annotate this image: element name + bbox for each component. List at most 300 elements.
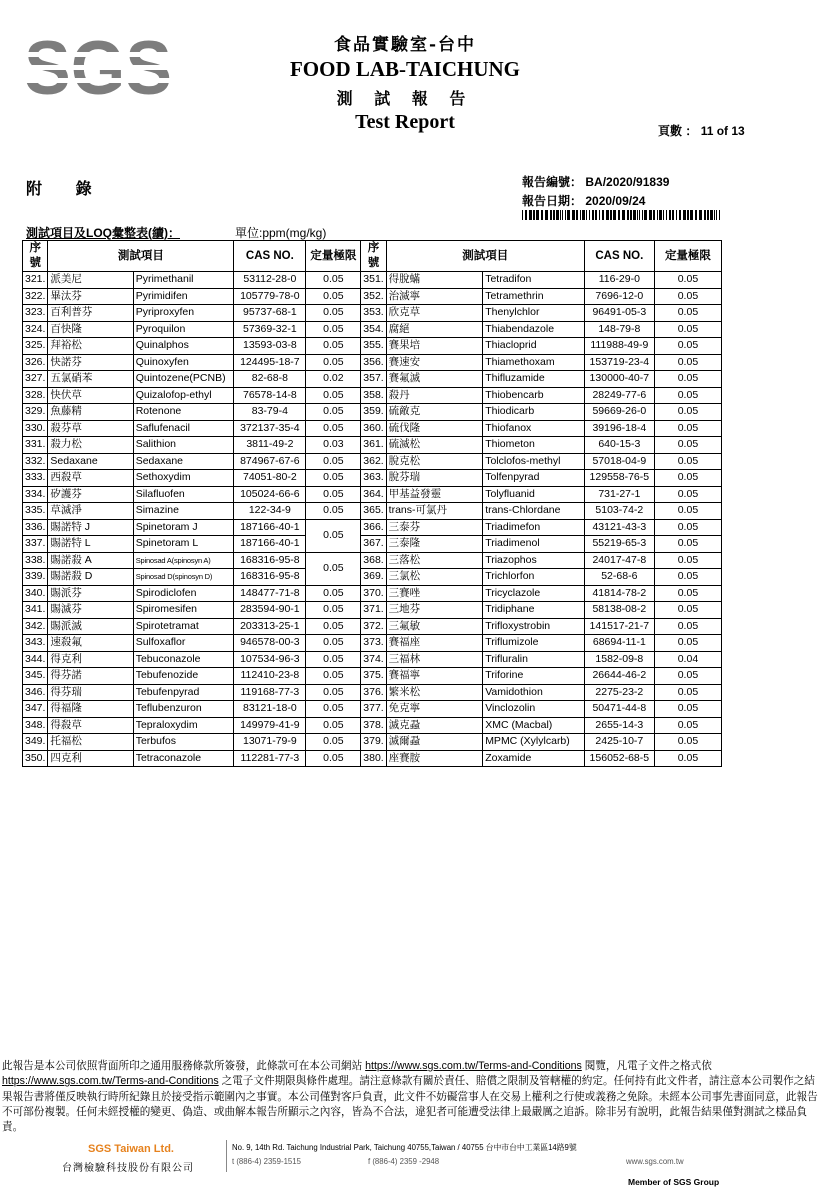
cas-number: 13071-79-9 <box>234 734 306 751</box>
cas-number: 83121-18-0 <box>234 701 306 718</box>
table-row <box>23 684 722 701</box>
item-name-zh: 派美尼 <box>48 272 133 289</box>
terms-link[interactable]: https://www.sgs.com.tw/Terms-and-Conditions <box>2 1075 219 1088</box>
loq-value: 0.05 <box>306 354 361 371</box>
cas-number: 130000-40-7 <box>584 371 654 388</box>
loq-value: 0.05 <box>654 272 721 289</box>
barcode-bar <box>695 210 697 220</box>
row-number: 339. <box>23 569 48 586</box>
loq-value: 0.03 <box>306 437 361 454</box>
item-name-en: Trifloxystrobin <box>483 618 585 635</box>
item-name-en: Tolfenpyrad <box>483 470 585 487</box>
row-number: 364. <box>361 486 386 503</box>
cas-number: 52-68-6 <box>584 569 654 586</box>
table-row <box>23 734 722 751</box>
barcode-bar <box>642 210 643 220</box>
row-number: 346. <box>23 684 48 701</box>
table-row <box>23 387 722 404</box>
row-number: 369. <box>361 569 386 586</box>
cas-number: 122-34-9 <box>234 503 306 520</box>
cas-number: 148477-71-8 <box>234 585 306 602</box>
row-number: 324. <box>23 321 48 338</box>
loq-value: 0.05 <box>654 503 721 520</box>
item-name-zh: 賜諾特 L <box>48 536 133 553</box>
item-name-zh: 三氟敏 <box>386 618 483 635</box>
cas-number: 39196-18-4 <box>584 420 654 437</box>
table-row <box>23 371 722 388</box>
company-website[interactable]: www.sgs.com.tw <box>626 1157 684 1166</box>
item-name-en: Simazine <box>133 503 234 520</box>
cas-number: 13593-03-8 <box>234 338 306 355</box>
sgs-logo <box>22 30 174 102</box>
barcode-bar <box>630 210 632 220</box>
footer-divider <box>226 1140 227 1172</box>
table-row <box>23 437 722 454</box>
item-name-en: Quinoxyfen <box>133 354 234 371</box>
table-row <box>23 321 722 338</box>
loq-value: 0.05 <box>306 618 361 635</box>
barcode-bar <box>719 210 720 220</box>
cas-number: 141517-21-7 <box>584 618 654 635</box>
item-name-zh: 三福林 <box>386 651 483 668</box>
row-number: 380. <box>361 750 386 767</box>
barcode-bar <box>576 210 578 220</box>
barcode-bar <box>562 210 563 220</box>
loq-value: 0.05 <box>306 519 361 552</box>
item-name-en: Tolclofos-methyl <box>483 453 585 470</box>
barcode-bar <box>663 210 664 220</box>
item-name-en: Spirodiclofen <box>133 585 234 602</box>
row-number: 358. <box>361 387 386 404</box>
table-row <box>23 470 722 487</box>
barcode-bar <box>541 210 543 220</box>
item-name-en: Pyrimethanil <box>133 272 234 289</box>
loq-value: 0.05 <box>654 717 721 734</box>
cas-number: 43121-43-3 <box>584 519 654 536</box>
item-name-en: Pyriproxyfen <box>133 305 234 322</box>
item-name-en: Spinetoram J <box>133 519 234 536</box>
item-name-en: Tebuconazole <box>133 651 234 668</box>
row-number: 371. <box>361 602 386 619</box>
cas-number: 50471-44-8 <box>584 701 654 718</box>
barcode-bar <box>525 210 527 220</box>
cas-number: 731-27-1 <box>584 486 654 503</box>
row-number: 355. <box>361 338 386 355</box>
table-row <box>23 717 722 734</box>
barcode-bar <box>592 210 594 220</box>
item-name-zh: 草滅淨 <box>48 503 133 520</box>
item-name-zh: 硫伐隆 <box>386 420 483 437</box>
table-row <box>23 701 722 718</box>
table-row <box>23 453 722 470</box>
item-name-zh: 得福隆 <box>48 701 133 718</box>
row-number: 367. <box>361 536 386 553</box>
barcode-bar <box>704 210 706 220</box>
loq-value: 0.05 <box>306 651 361 668</box>
loq-value: 0.05 <box>306 635 361 652</box>
item-name-zh: 五氯硝苯 <box>48 371 133 388</box>
item-name-zh: 得克利 <box>48 651 133 668</box>
header-cas: CAS NO. <box>584 241 654 272</box>
cas-number: 874967-67-6 <box>234 453 306 470</box>
loq-value: 0.05 <box>306 668 361 685</box>
report-number: 報告編號： BA/2020/91839 <box>522 175 670 189</box>
cas-number: 41814-78-2 <box>584 585 654 602</box>
barcode-bar <box>618 210 620 220</box>
company-name-zh: 台灣檢驗科技股份有限公司 <box>62 1163 194 1174</box>
item-name-zh: 殺丹 <box>386 387 483 404</box>
row-number: 335. <box>23 503 48 520</box>
barcode-bar <box>716 210 717 220</box>
table-row <box>23 305 722 322</box>
row-number: 328. <box>23 387 48 404</box>
item-name-en: MPMC (Xylylcarb) <box>483 734 585 751</box>
item-name-en: Pyrimidifen <box>133 288 234 305</box>
table-row <box>23 420 722 437</box>
row-number: 352. <box>361 288 386 305</box>
item-name-en: Triforine <box>483 668 585 685</box>
cas-number: 111988-49-9 <box>584 338 654 355</box>
loq-value: 0.05 <box>306 552 361 585</box>
barcode-bar <box>644 210 647 220</box>
item-name-en: Quintozene(PCNB) <box>133 371 234 388</box>
row-number: 376. <box>361 684 386 701</box>
loq-value: 0.05 <box>306 470 361 487</box>
loq-value: 0.05 <box>654 536 721 553</box>
item-name-zh: 速殺氟 <box>48 635 133 652</box>
row-number: 359. <box>361 404 386 421</box>
row-number: 347. <box>23 701 48 718</box>
cas-number: 95737-68-1 <box>234 305 306 322</box>
cas-number: 105779-78-0 <box>234 288 306 305</box>
row-number: 370. <box>361 585 386 602</box>
row-number: 342. <box>23 618 48 635</box>
loq-value: 0.05 <box>306 288 361 305</box>
loq-value: 0.05 <box>306 338 361 355</box>
row-number: 341. <box>23 602 48 619</box>
row-number: 357. <box>361 371 386 388</box>
item-name-en: Sedaxane <box>133 453 234 470</box>
cas-number: 187166-40-1 <box>234 519 306 536</box>
item-name-en: Trichlorfon <box>483 569 585 586</box>
loq-value: 0.05 <box>654 470 721 487</box>
loq-value: 0.05 <box>654 585 721 602</box>
disclaimer-text: 此報告是本公司依照背面所印之通用服務條款所簽發，此條款可在本公司網站 https://www.sgs.com.tw/Terms-and-Conditions 閱覽，凡電子文件之格式依 https://www.sgs.com.tw/Terms-and-Conditions 之電子文件期限與條件處理。請注意條款有關於責任、賠償之限制及管轄權的約定。任何持有此文件者，請注意本公司製作之結果報告書將僅反映執行時所紀錄且於接受指示範圍內之事實。本公司僅對客戶負責，此文件不妨礙當事人在交易上權利之行使或義務之免除。未經本公司事先書面同意，此報告不可部份複製。任何未經授權的變更、偽造、或曲解本報告所顯示之內容，皆為不合法，違犯者可能遭受法律上最嚴厲之追訴。除非另有說明，此報告結果僅對測試之樣品負責。 <box>2 1060 818 1134</box>
item-name-en: Tetramethrin <box>483 288 585 305</box>
terms-link[interactable]: https://www.sgs.com.tw/Terms-and-Conditions <box>365 1060 582 1072</box>
item-name-zh: 矽護芬 <box>48 486 133 503</box>
barcode-bar <box>669 210 671 220</box>
cas-number: 107534-96-3 <box>234 651 306 668</box>
member-label: Member of SGS Group <box>628 1177 720 1187</box>
table-row <box>23 668 722 685</box>
row-number: 373. <box>361 635 386 652</box>
cas-number: 124495-18-7 <box>234 354 306 371</box>
row-number: 343. <box>23 635 48 652</box>
barcode-bar <box>556 210 559 220</box>
loq-value: 0.05 <box>306 717 361 734</box>
loq-value: 0.05 <box>306 734 361 751</box>
row-number: 345. <box>23 668 48 685</box>
item-name-zh: 賜諾特 J <box>48 519 133 536</box>
item-name-zh: 三落松 <box>386 552 483 569</box>
loq-value: 0.05 <box>654 321 721 338</box>
row-number: 336. <box>23 519 48 536</box>
loq-value: 0.05 <box>654 552 721 569</box>
item-name-en: Thiamethoxam <box>483 354 585 371</box>
row-number: 360. <box>361 420 386 437</box>
item-name-zh: 治滅寧 <box>386 288 483 305</box>
barcode-bar <box>627 210 629 220</box>
cas-number: 74051-80-2 <box>234 470 306 487</box>
item-name-zh: 得殺草 <box>48 717 133 734</box>
cas-number: 149979-41-9 <box>234 717 306 734</box>
item-name-zh: 得脫蟎 <box>386 272 483 289</box>
item-name-en: Teflubenzuron <box>133 701 234 718</box>
barcode-bar <box>589 210 590 220</box>
table-row <box>23 503 722 520</box>
loq-value: 0.05 <box>654 354 721 371</box>
header-no: 序 號 <box>23 241 48 272</box>
table-row <box>23 618 722 635</box>
item-name-zh: 賜諾殺 D <box>48 569 133 586</box>
item-name-en: Triadimenol <box>483 536 585 553</box>
loq-value: 0.05 <box>654 635 721 652</box>
item-name-zh: 繁米松 <box>386 684 483 701</box>
cas-number: 53112-28-0 <box>234 272 306 289</box>
loq-value: 0.05 <box>306 453 361 470</box>
appendix-heading: 附 錄 <box>26 179 106 198</box>
barcode-bar <box>606 210 609 220</box>
item-name-en: Thiofanox <box>483 420 585 437</box>
loq-value: 0.05 <box>306 305 361 322</box>
item-name-en: Spinosad D(spinosyn D) <box>133 569 234 586</box>
barcode-bar <box>599 210 600 220</box>
barcode-bar <box>690 210 693 220</box>
barcode-bar <box>560 210 561 220</box>
barcode-bar <box>586 210 587 220</box>
table-row <box>23 552 722 569</box>
table-row <box>23 272 722 289</box>
barcode-bar <box>610 210 612 220</box>
item-name-zh: 硫滅松 <box>386 437 483 454</box>
cas-number: 96491-05-3 <box>584 305 654 322</box>
cas-number: 105024-66-6 <box>234 486 306 503</box>
cas-number: 1582-09-8 <box>584 651 654 668</box>
loq-value: 0.05 <box>306 585 361 602</box>
loq-value: 0.04 <box>654 651 721 668</box>
row-number: 337. <box>23 536 48 553</box>
barcode-bar <box>676 210 677 220</box>
item-name-en: Silafluofen <box>133 486 234 503</box>
barcode-bar <box>659 210 662 220</box>
table-row <box>23 486 722 503</box>
row-number: 361. <box>361 437 386 454</box>
cas-number: 116-29-0 <box>584 272 654 289</box>
cas-number: 203313-25-1 <box>234 618 306 635</box>
loq-value: 0.05 <box>306 701 361 718</box>
table-row <box>23 338 722 355</box>
item-name-en: Thifluzamide <box>483 371 585 388</box>
barcode-bar <box>536 210 539 220</box>
item-name-en: Tolyfluanid <box>483 486 585 503</box>
row-number: 332. <box>23 453 48 470</box>
item-name-en: Terbufos <box>133 734 234 751</box>
cas-number: 83-79-4 <box>234 404 306 421</box>
row-number: 333. <box>23 470 48 487</box>
item-name-en: Vinclozolin <box>483 701 585 718</box>
barcode-bar <box>679 210 681 220</box>
loq-value: 0.05 <box>306 321 361 338</box>
item-name-zh: 滅克蝨 <box>386 717 483 734</box>
report-title-en: Test Report <box>355 111 455 133</box>
barcode-bar <box>545 210 548 220</box>
row-number: 351. <box>361 272 386 289</box>
table-header-row <box>23 241 722 272</box>
item-name-zh: 殺力松 <box>48 437 133 454</box>
loq-value: 0.05 <box>306 404 361 421</box>
barcode-bar <box>637 210 638 220</box>
barcode-bar <box>533 210 535 220</box>
item-name-zh: 得芬瑞 <box>48 684 133 701</box>
item-name-zh: 百利普芬 <box>48 305 133 322</box>
cas-number: 153719-23-4 <box>584 354 654 371</box>
barcode-bar <box>653 210 655 220</box>
barcode-bar <box>687 210 689 220</box>
item-name-en: Triazophos <box>483 552 585 569</box>
cas-number: 2655-14-3 <box>584 717 654 734</box>
item-name-en: Quizalofop-ethyl <box>133 387 234 404</box>
cas-number: 55219-65-3 <box>584 536 654 553</box>
barcode-bar <box>565 210 566 220</box>
loq-value: 0.05 <box>654 387 721 404</box>
cas-number: 640-15-3 <box>584 437 654 454</box>
item-name-en: XMC (Macbal) <box>483 717 585 734</box>
item-name-zh: 賜派滅 <box>48 618 133 635</box>
loq-value: 0.05 <box>654 453 721 470</box>
cas-number: 119168-77-3 <box>234 684 306 701</box>
loq-value: 0.05 <box>654 668 721 685</box>
item-name-en: Triflumizole <box>483 635 585 652</box>
cas-number: 946578-00-3 <box>234 635 306 652</box>
company-address: No. 9, 14th Rd. Taichung Industrial Park, Taichung 40755,Taiwan / 40755 台中市台中工業區14路9號 <box>232 1143 577 1152</box>
item-name-zh: 脫克松 <box>386 453 483 470</box>
loq-value: 0.05 <box>306 486 361 503</box>
table-row <box>23 519 722 536</box>
barcode-bar <box>567 210 570 220</box>
cas-number: 28249-77-6 <box>584 387 654 404</box>
item-name-zh: 得芬諾 <box>48 668 133 685</box>
row-number: 372. <box>361 618 386 635</box>
table-row <box>23 651 722 668</box>
row-number: 326. <box>23 354 48 371</box>
loq-value: 0.05 <box>654 420 721 437</box>
item-name-en: Tepraloxydim <box>133 717 234 734</box>
item-name-en: Salithion <box>133 437 234 454</box>
barcode-bar <box>649 210 652 220</box>
item-name-en: Pyroquilon <box>133 321 234 338</box>
row-number: 366. <box>361 519 386 536</box>
item-name-zh: 三泰芬 <box>386 519 483 536</box>
loq-value: 0.02 <box>306 371 361 388</box>
row-number: 325. <box>23 338 48 355</box>
cas-number: 168316-95-8 <box>234 569 306 586</box>
cas-number: 156052-68-5 <box>584 750 654 767</box>
cas-number: 148-79-8 <box>584 321 654 338</box>
header-loq: 定量極限 <box>654 241 721 272</box>
cas-number: 24017-47-8 <box>584 552 654 569</box>
item-name-zh: 殺芬草 <box>48 420 133 437</box>
row-number: 353. <box>361 305 386 322</box>
item-name-en: Triadimefon <box>483 519 585 536</box>
row-number: 379. <box>361 734 386 751</box>
item-name-en: Rotenone <box>133 404 234 421</box>
barcode-bar <box>639 210 640 220</box>
report-date: 報告日期： 2020/09/24 <box>522 194 646 208</box>
cas-number: 57018-04-9 <box>584 453 654 470</box>
cas-number: 283594-90-1 <box>234 602 306 619</box>
barcode-bar <box>572 210 575 220</box>
item-name-zh: 賽速安 <box>386 354 483 371</box>
item-name-zh: 賽氟滅 <box>386 371 483 388</box>
row-number: 334. <box>23 486 48 503</box>
item-name-en: Trifluralin <box>483 651 585 668</box>
item-name-zh: 三氯松 <box>386 569 483 586</box>
barcode-bar <box>553 210 555 220</box>
item-name-en: Thiabendazole <box>483 321 585 338</box>
row-number: 365. <box>361 503 386 520</box>
item-name-en: Sethoxydim <box>133 470 234 487</box>
barcode-bar <box>710 210 713 220</box>
barcode-bar <box>707 210 709 220</box>
loq-value: 0.05 <box>654 338 721 355</box>
item-name-zh: 托福松 <box>48 734 133 751</box>
row-number: 329. <box>23 404 48 421</box>
item-name-zh: 免克寧 <box>386 701 483 718</box>
item-name-zh: 三賽唑 <box>386 585 483 602</box>
row-number: 363. <box>361 470 386 487</box>
item-name-en: Thenylchlor <box>483 305 585 322</box>
cas-number: 57369-32-1 <box>234 321 306 338</box>
item-name-en: Thiometon <box>483 437 585 454</box>
item-name-en: Spiromesifen <box>133 602 234 619</box>
item-name-zh: 滅爾蝨 <box>386 734 483 751</box>
cas-number: 187166-40-1 <box>234 536 306 553</box>
table-row <box>23 536 722 553</box>
item-name-en: Quinalphos <box>133 338 234 355</box>
item-name-zh: 硫敵克 <box>386 404 483 421</box>
header-item: 測試項目 <box>48 241 234 272</box>
item-name-en: Vamidothion <box>483 684 585 701</box>
item-name-zh: 賽果培 <box>386 338 483 355</box>
cas-number: 2425-10-7 <box>584 734 654 751</box>
item-name-zh: 畢汰芬 <box>48 288 133 305</box>
page-number: 頁數 ： 11 of 13 <box>658 124 745 138</box>
item-name-en: Spirotetramat <box>133 618 234 635</box>
barcode-bar <box>580 210 581 220</box>
loq-value: 0.05 <box>654 750 721 767</box>
unit-label: 單位:ppm(mg/kg) <box>235 226 327 240</box>
cas-number: 129558-76-5 <box>584 470 654 487</box>
barcode-bar <box>657 210 658 220</box>
row-number: 330. <box>23 420 48 437</box>
barcode-bar <box>633 210 636 220</box>
item-name-zh: 座賽胺 <box>386 750 483 767</box>
item-name-en: Thiodicarb <box>483 404 585 421</box>
item-name-en: Tebufenpyrad <box>133 684 234 701</box>
cas-number: 7696-12-0 <box>584 288 654 305</box>
item-name-zh: 賜派芬 <box>48 585 133 602</box>
